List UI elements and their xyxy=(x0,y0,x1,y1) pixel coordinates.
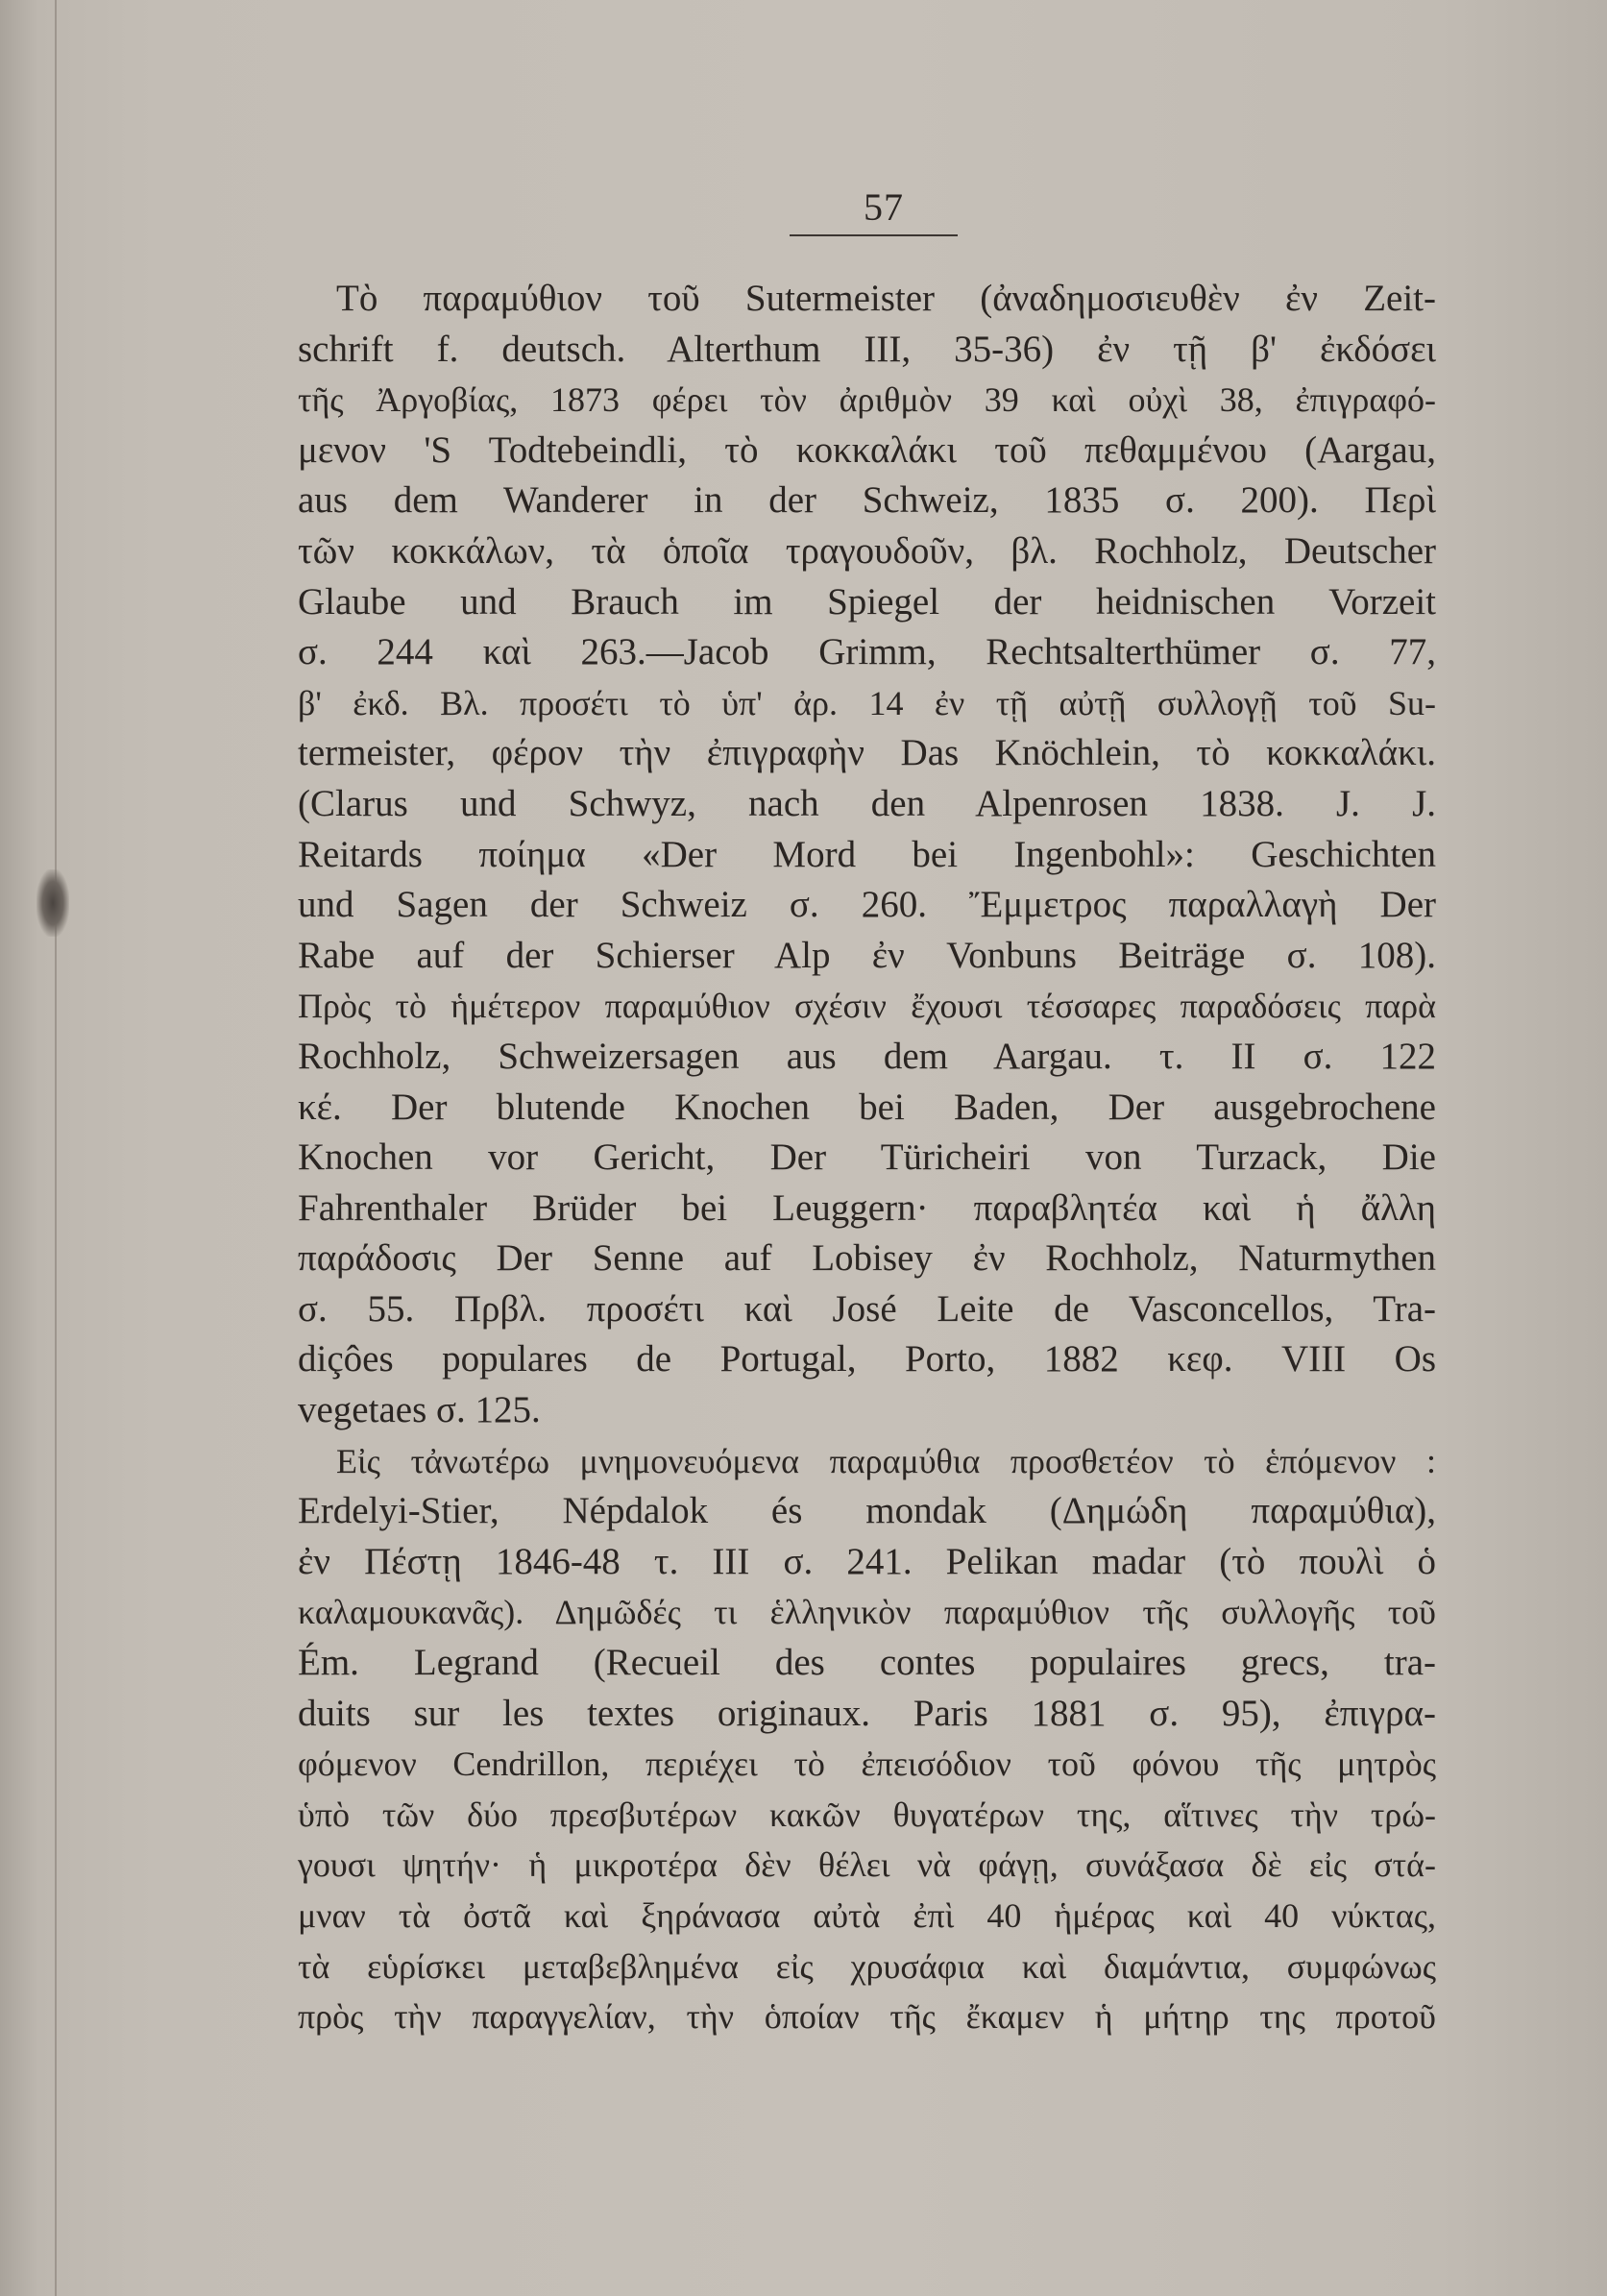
text-line: diçôes populares de Portugal, Porto, 1882 κεφ. VIII Os xyxy=(298,1338,1436,1380)
page-number-rule xyxy=(790,234,958,236)
text-line: Ém. Legrand (Recueil des contes populaires grecs, tra- xyxy=(298,1642,1436,1684)
text-line: Fahrenthaler Brüder bei Leuggern· παραβλητέα καὶ ἡ ἄλλη xyxy=(298,1186,1436,1229)
text-line: φόμενον Cendrillon, περιέχει τὸ ἐπεισόδιον τοῦ φόνου τῆς μητρὸς xyxy=(298,1745,1436,1784)
text-line: aus dem Wanderer in der Schweiz, 1835 σ. 200). Περὶ xyxy=(298,479,1436,522)
page-number: 57 xyxy=(864,185,904,229)
body-text xyxy=(298,274,1436,2042)
text-line: καλαμουκανᾶς). Δημῶδές τι ἑλληνικὸν παραμύθιον τῆς συλλογῆς τοῦ xyxy=(298,1593,1436,1632)
text-line: ὑπὸ τῶν δύο πρεσβυτέρων κακῶν θυγατέρων της, αἵτινες τὴν τρώ- xyxy=(298,1795,1436,1834)
text-line: duits sur les textes originaux. Paris 1881 σ. 95), ἐπιγρα- xyxy=(298,1692,1436,1734)
text-line: σ. 55. Πρβλ. προσέτι καὶ José Leite de Vasconcellos, Tra- xyxy=(298,1287,1436,1330)
text-line: κέ. Der blutende Knochen bei Baden, Der ausgebrochene xyxy=(298,1086,1436,1128)
text-line: γουσι ψητήν· ἡ μικροτέρα δὲν θέλει νὰ φάγῃ, συνάξασα δὲ εἰς στά- xyxy=(298,1845,1436,1885)
text-line: πρὸς τὴν παραγγελίαν, τὴν ὁποίαν τῆς ἔκαμεν ἡ μήτηρ της προτοῦ xyxy=(298,1997,1436,2037)
text-line: (Clarus und Schwyz, nach den Alpenrosen 1838. J. J. xyxy=(298,782,1436,824)
text-line: schrift f. deutsch. Alterthum III, 35-36) ἐν τῇ β' ἐκδόσει xyxy=(298,328,1436,370)
text-line: τῶν κοκκάλων, τὰ ὁποῖα τραγουδοῦν, βλ. Rochholz, Deutscher xyxy=(298,529,1436,572)
text-line: τῆς Ἀργοβίας, 1873 φέρει τὸν ἀριθμὸν 39 καὶ οὐχὶ 38, ἐπιγραφό- xyxy=(298,380,1436,420)
text-line: Τὸ παραμύθιον τοῦ Sutermeister (ἀναδημοσιευθὲν ἐν Zeit- xyxy=(336,278,1436,319)
text-line: termeister, φέρον τὴν ἐπιγραφὴν Das Knöchlein, τὸ κοκκαλάκι. xyxy=(298,732,1436,774)
text-line: vegetaes σ. 125. xyxy=(298,1389,541,1431)
text-line: β' ἐκδ. Βλ. προσέτι τὸ ὑπ' ἀρ. 14 ἐν τῇ αὐτῇ συλλογῇ τοῦ Su- xyxy=(298,683,1436,722)
text-line: μναν τὰ ὀστᾶ καὶ ξηράνασα αὐτὰ ἐπὶ 40 ἡμέρας καὶ 40 νύκτας, xyxy=(298,1896,1436,1935)
text-line: Rabe auf der Schierser Alp ἐν Vonbuns Beiträge σ. 108). xyxy=(298,934,1436,976)
text-line: Erdelyi-Stier, Népdalok és mondak (Δημώδη παραμύθια), xyxy=(298,1490,1436,1532)
text-line: μενον 'S Todtebeindli, τὸ κοκκαλάκι τοῦ πεθαμμένου (Aargau, xyxy=(298,428,1436,471)
text-line: παράδοσις Der Senne auf Lobisey ἐν Rochholz, Naturmythen xyxy=(298,1237,1436,1280)
text-line: ἐν Πέστῃ 1846-48 τ. III σ. 241. Pelikan madar (τὸ πουλὶ ὁ xyxy=(298,1540,1436,1582)
text-line: Πρὸς τὸ ἡμέτερον παραμύθιον σχέσιν ἔχουσι τέσσαρες παραδόσεις παρὰ xyxy=(298,987,1436,1026)
text-line: Εἰς τἀνωτέρω μνημονευόμενα παραμύθια προσθετέον τὸ ἑπόμενον : xyxy=(336,1441,1436,1480)
text-line: und Sagen der Schweiz σ. 260. Ἔμμετρος παραλλαγὴ Der xyxy=(298,884,1436,926)
text-line: Knochen vor Gericht, Der Türicheiri von Turzack, Die xyxy=(298,1136,1436,1179)
text-line: Reitards ποίημα «Der Mord bei Ingenbohl»: Geschichten xyxy=(298,833,1436,875)
binding-ink-blot xyxy=(37,869,69,937)
text-line: τὰ εὑρίσκει μεταβεβλημένα εἰς χρυσάφια καὶ διαμάντια, συμφώνως xyxy=(298,1946,1436,1986)
binding-fold-line xyxy=(55,0,57,2296)
text-line: σ. 244 καὶ 263.—Jacob Grimm, Rechtsalterthümer σ. 77, xyxy=(298,631,1436,673)
text-line: Glaube und Brauch im Spiegel der heidnischen Vorzeit xyxy=(298,580,1436,623)
text-line: Rochholz, Schweizersagen aus dem Aargau. τ. II σ. 122 xyxy=(298,1035,1436,1077)
